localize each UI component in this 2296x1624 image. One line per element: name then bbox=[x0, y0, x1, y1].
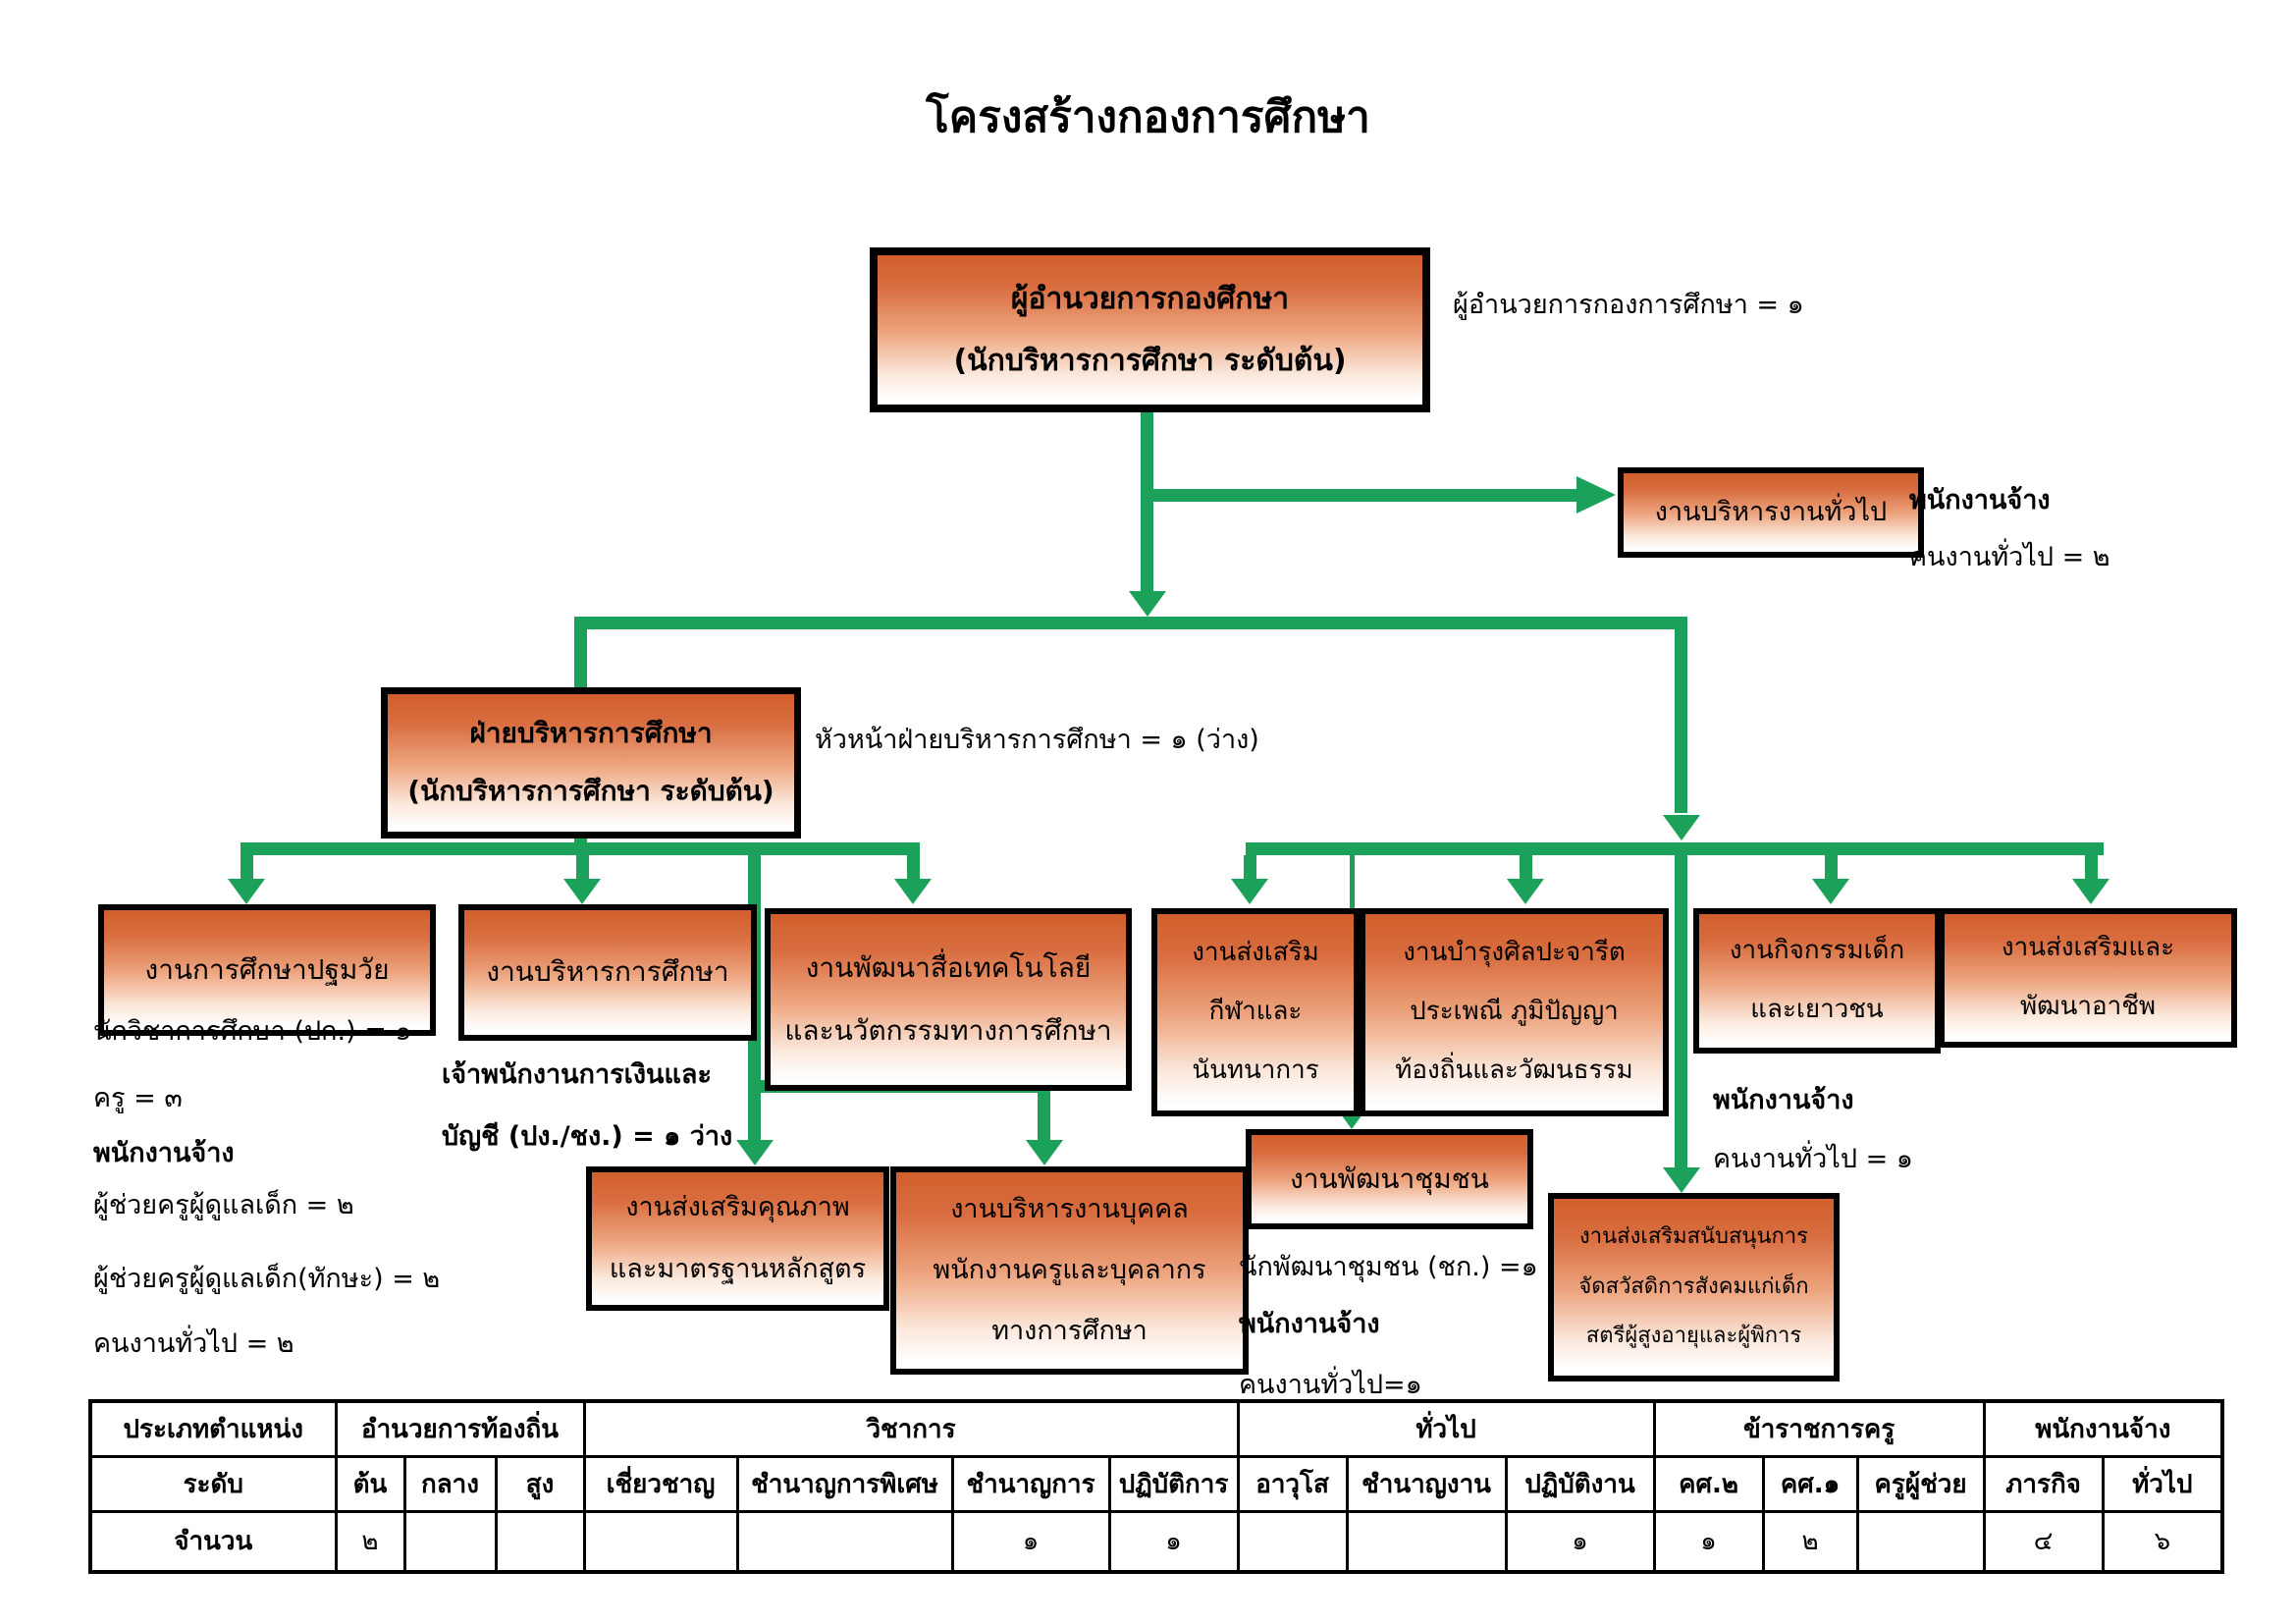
box-welfare bbox=[1548, 1193, 1840, 1381]
box-children-youth-line1: งานกิจกรรมเด็ก bbox=[1729, 936, 1905, 966]
connector-to-right-bar bbox=[1675, 617, 1687, 813]
arrow-early-childhood-icon bbox=[228, 879, 265, 904]
box-general-admin-label: งานบริหารงานทั่วไป bbox=[1654, 496, 1888, 527]
table-header-cell: ชำนาญการพิเศษ bbox=[737, 1456, 952, 1511]
box-education-admin bbox=[458, 904, 757, 1041]
note-general-admin-staff-header: พนักงานจ้าง bbox=[1909, 485, 2051, 515]
note-education-admin-2: บัญชี (ปง./ชง.) = ๑ ว่าง bbox=[442, 1121, 733, 1152]
table-header-cell: พนักงานจ้าง bbox=[1984, 1401, 2222, 1456]
arrow-right-bar-icon bbox=[1663, 815, 1700, 840]
box-children-youth-line2: และเยาวชน bbox=[1750, 995, 1884, 1024]
table-header-cell: ประเภทตำแหน่ง bbox=[90, 1401, 336, 1456]
box-quality bbox=[586, 1166, 889, 1311]
note-general-admin-staff: คนงานทั่วไป = ๒ bbox=[1909, 542, 2110, 572]
note-early-childhood-5: ผู้ช่วยครูผู้ดูแลเด็ก(ทักษะ) = ๒ bbox=[93, 1264, 441, 1294]
table-cell: ๑ bbox=[952, 1511, 1109, 1572]
note-community-3: คนงานทั่วไป=๑ bbox=[1239, 1370, 1422, 1400]
box-sports-line1: งานส่งเสริม bbox=[1192, 938, 1319, 968]
table-row-count bbox=[90, 1511, 2222, 1572]
table-header-cell: ชำนาญการ bbox=[952, 1456, 1109, 1511]
box-sports-line3: นันทนาการ bbox=[1192, 1055, 1319, 1085]
stub-sports bbox=[1244, 855, 1256, 881]
stub-children-youth bbox=[1825, 855, 1838, 881]
table-cell: ๒ bbox=[1763, 1511, 1857, 1572]
box-welfare-line3: สตรีผู้สูงอายุและผู้พิการ bbox=[1585, 1324, 1802, 1349]
arrow-career-icon bbox=[2072, 879, 2109, 904]
box-education-division-line2: (นักบริหารการศึกษา ระดับต้น) bbox=[407, 775, 774, 807]
table-header-cell: คศ.๑ bbox=[1763, 1456, 1857, 1511]
stub-culture bbox=[1520, 855, 1532, 881]
box-culture-line2: ประเพณี ภูมิปัญญา bbox=[1410, 997, 1619, 1027]
box-education-admin-label: งานบริหารการศึกษา bbox=[486, 955, 729, 989]
arrow-quality-icon bbox=[736, 1140, 774, 1165]
table-cell: ๑ bbox=[1506, 1511, 1654, 1572]
table-header-cell: ระดับ bbox=[90, 1456, 336, 1511]
table-header-cell: กลาง bbox=[404, 1456, 496, 1511]
table-cell: ๖ bbox=[2103, 1511, 2222, 1572]
box-welfare-line1: งานส่งเสริมสนับสนุนการ bbox=[1579, 1224, 1808, 1250]
box-personnel bbox=[890, 1166, 1249, 1375]
table-cell bbox=[1238, 1511, 1347, 1572]
box-director bbox=[870, 247, 1430, 412]
staffing-table bbox=[88, 1399, 2224, 1574]
arrow-personnel-icon bbox=[1026, 1140, 1063, 1165]
note-community-1: นักพัฒนาชุมชน (ชก.) =๑ bbox=[1239, 1252, 1538, 1282]
box-director-line1: ผู้อำนวยการกองศึกษา bbox=[1010, 282, 1290, 316]
box-quality-line2: และมาตรฐานหลักสูตร bbox=[609, 1253, 867, 1284]
page-title: โครงสร้างกองการศึกษา bbox=[926, 92, 1370, 142]
box-community-label: งานพัฒนาชุมชน bbox=[1290, 1162, 1489, 1195]
stub-early-childhood bbox=[240, 855, 253, 881]
table-row-level bbox=[90, 1456, 2222, 1511]
table-cell: ๔ bbox=[1984, 1511, 2103, 1572]
box-personnel-line3: ทางการศึกษา bbox=[991, 1316, 1148, 1347]
table-header-cell: จำนวน bbox=[90, 1511, 336, 1572]
stub-career bbox=[2085, 855, 2098, 881]
table-header-cell: ข้าราชการครู bbox=[1654, 1401, 1984, 1456]
note-early-childhood-1: นักวิชาการศึกษา (ปก.) = ๑ bbox=[93, 1016, 412, 1047]
table-header-cell: ต้น bbox=[336, 1456, 404, 1511]
box-education-division-line1: ฝ่ายบริหารการศึกษา bbox=[469, 717, 713, 750]
arrow-welfare-icon bbox=[1663, 1167, 1700, 1193]
note-education-admin-1: เจ้าพนักงานการเงินและ bbox=[442, 1059, 712, 1090]
connector-to-division bbox=[574, 617, 587, 690]
table-header-cell: ทั่วไป bbox=[2103, 1456, 2222, 1511]
box-personnel-line1: งานบริหารงานบุคคล bbox=[950, 1193, 1189, 1224]
box-culture-line1: งานบำรุงศิลปะจารีต bbox=[1403, 938, 1626, 968]
box-tech-media-line2: และนวัตกรรมทางการศึกษา bbox=[784, 1014, 1112, 1047]
table-row-position-type bbox=[90, 1401, 2222, 1456]
box-tech-media bbox=[765, 908, 1132, 1091]
table-header-cell: ภารกิจ bbox=[1984, 1456, 2103, 1511]
stub-tech-media bbox=[907, 855, 920, 881]
box-personnel-line2: พนักงานครูและบุคลากร bbox=[933, 1254, 1206, 1285]
arrow-right-general-admin-icon bbox=[1576, 476, 1616, 514]
table-header-cell: ปฏิบัติงาน bbox=[1506, 1456, 1654, 1511]
table-header-cell: ทั่วไป bbox=[1238, 1401, 1654, 1456]
note-children-youth-2: คนงานทั่วไป = ๑ bbox=[1713, 1144, 1913, 1174]
table-header-cell: ปฏิบัติการ bbox=[1109, 1456, 1238, 1511]
arrow-children-youth-icon bbox=[1812, 879, 1849, 904]
box-children-youth bbox=[1693, 908, 1941, 1054]
table-cell bbox=[1857, 1511, 1984, 1572]
table-cell bbox=[584, 1511, 737, 1572]
table-cell: ๑ bbox=[1654, 1511, 1763, 1572]
box-quality-line1: งานส่งเสริมคุณภาพ bbox=[625, 1192, 850, 1223]
note-early-childhood-3: พนักงานจ้าง bbox=[93, 1138, 235, 1168]
box-tech-media-line1: งานพัฒนาสื่อเทคโนโลยี bbox=[805, 950, 1092, 984]
table-cell bbox=[404, 1511, 496, 1572]
box-culture bbox=[1360, 908, 1669, 1116]
box-community bbox=[1246, 1129, 1533, 1229]
arrow-culture-icon bbox=[1507, 879, 1544, 904]
table-header-cell: อำนวยการท้องถิ่น bbox=[336, 1401, 584, 1456]
arrow-education-admin-icon bbox=[563, 879, 601, 904]
note-community-2: พนักงานจ้าง bbox=[1239, 1309, 1380, 1339]
table-header-cell: วิชาการ bbox=[584, 1401, 1238, 1456]
table-header-cell: ชำนาญงาน bbox=[1347, 1456, 1506, 1511]
arrow-down-to-main-bar-icon bbox=[1129, 591, 1166, 617]
box-education-division bbox=[381, 687, 801, 839]
box-culture-line3: ท้องถิ่นและวัฒนธรรม bbox=[1395, 1055, 1633, 1085]
box-career bbox=[1939, 908, 2237, 1048]
connector-right-bar bbox=[1246, 842, 2104, 855]
table-cell bbox=[1347, 1511, 1506, 1572]
table-cell bbox=[737, 1511, 952, 1572]
box-welfare-line2: จัดสวัสดิการสังคมแก่เด็ก bbox=[1578, 1273, 1809, 1299]
table-header-cell: สูง bbox=[496, 1456, 584, 1511]
stub-education-admin bbox=[576, 855, 589, 881]
box-director-line2: (นักบริหารการศึกษา ระดับต้น) bbox=[953, 344, 1347, 378]
connector-to-welfare bbox=[1675, 855, 1687, 1167]
box-general-admin bbox=[1618, 467, 1924, 558]
arrow-tech-media-icon bbox=[894, 879, 932, 904]
table-header-cell: อาวุโส bbox=[1238, 1456, 1347, 1511]
connector-left-bar bbox=[240, 842, 920, 855]
box-sports bbox=[1151, 908, 1360, 1116]
table-cell bbox=[496, 1511, 584, 1572]
box-career-line1: งานส่งเสริมและ bbox=[2001, 933, 2175, 963]
note-division-head: หัวหน้าฝ่ายบริหารการศึกษา = ๑ (ว่าง) bbox=[815, 725, 1259, 755]
table-header-cell: เชี่ยวชาญ bbox=[584, 1456, 737, 1511]
box-early-childhood-label: งานการศึกษาปฐมวัย bbox=[144, 952, 390, 986]
note-director-count: ผู้อำนวยการกองการศึกษา = ๑ bbox=[1453, 290, 1804, 320]
table-cell: ๒ bbox=[336, 1511, 404, 1572]
table-header-cell: ครูผู้ช่วย bbox=[1857, 1456, 1984, 1511]
table-cell: ๑ bbox=[1109, 1511, 1238, 1572]
note-early-childhood-6: คนงานทั่วไป = ๒ bbox=[93, 1328, 294, 1359]
box-career-line2: พัฒนาอาชีพ bbox=[2020, 992, 2156, 1021]
connector-main-bar bbox=[574, 617, 1687, 629]
arrow-sports-icon bbox=[1231, 879, 1268, 904]
note-early-childhood-2: ครู = ๓ bbox=[93, 1083, 183, 1113]
connector-to-general-admin bbox=[1147, 489, 1578, 502]
note-early-childhood-4: ผู้ช่วยครูผู้ดูแลเด็ก = ๒ bbox=[93, 1190, 354, 1220]
box-sports-line2: กีฬาและ bbox=[1208, 997, 1303, 1027]
note-children-youth-1: พนักงานจ้าง bbox=[1713, 1085, 1854, 1115]
table-header-cell: คศ.๒ bbox=[1654, 1456, 1763, 1511]
